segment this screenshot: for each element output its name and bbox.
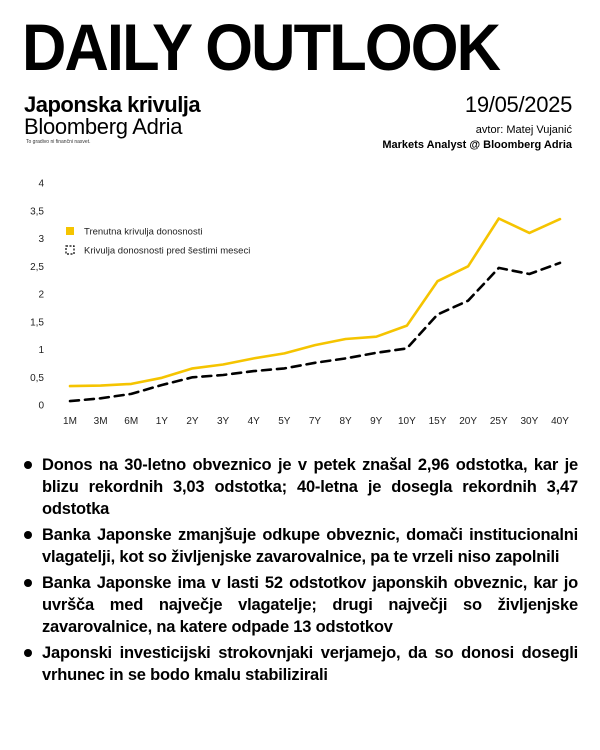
disclaimer-note: To gradivo ni finančni nasvet. <box>26 139 91 145</box>
legend-label: Trenutna krivulja donosnosti <box>84 226 203 238</box>
bullet-item <box>22 642 578 686</box>
y-tick-label: 0,5 <box>30 372 44 384</box>
legend-swatch-previous <box>66 246 74 254</box>
x-tick-label: 8Y <box>339 416 352 427</box>
masthead-title: DAILY OUTLOOK <box>22 10 500 84</box>
publish-date: 19/05/2025 <box>464 92 572 117</box>
y-tick-label: 2 <box>38 289 44 301</box>
x-tick-label: 6M <box>124 416 139 427</box>
bullet-text: Banka Japonske ima v lasti 52 odstotkov japonskih obveznic, kar jo uvršča med največje vlagatelje; drugi največji so življenjske zavarovalnice, na katere odpade 13 odstotkov <box>42 574 578 636</box>
bullet-dot <box>24 461 32 469</box>
series-line-current <box>70 219 560 387</box>
x-tick-label: 9Y <box>370 416 383 427</box>
bullet-dot <box>24 579 32 587</box>
x-tick-label: 25Y <box>489 416 508 427</box>
y-tick-label: 3 <box>38 234 44 245</box>
source-label: Bloomberg Adria <box>24 114 183 139</box>
bullet-item <box>22 572 578 638</box>
x-tick-label: 1M <box>63 416 77 427</box>
bullet-item <box>22 524 578 568</box>
author-line: avtor: Matej Vujanić <box>475 124 572 136</box>
x-tick-label: 20Y <box>459 416 478 427</box>
bullet-list <box>22 454 578 690</box>
bullet-text: Banka Japonske zmanjšuje odkupe obveznic, domači institucionalni vlagatelji, kot so življenjske zavarovalnice, pa te vrzeli niso zapolnili <box>42 526 578 566</box>
y-tick-label: 4 <box>38 178 44 190</box>
x-tick-label: 7Y <box>308 416 322 427</box>
x-tick-label: 40Y <box>551 416 569 427</box>
bullet-item <box>22 454 578 520</box>
bullet-dot <box>24 531 32 539</box>
x-tick-label: 2Y <box>186 416 199 427</box>
bullet-dot <box>24 649 32 657</box>
yield-curve-chart <box>0 168 600 438</box>
y-tick-label: 1,5 <box>30 317 44 329</box>
x-tick-label: 5Y <box>278 416 291 427</box>
y-tick-label: 2,5 <box>30 261 44 273</box>
x-tick-label: 15Y <box>428 416 447 427</box>
bullet-text: Japonski investicijski strokovnjaki verjamejo, da so donosi dosegli vrhunec in se bodo kmalu stabilizirali <box>42 644 578 684</box>
legend-label: Krivulja donosnosti pred šestimi meseci <box>84 245 251 257</box>
x-tick-label: 3Y <box>217 416 230 427</box>
x-tick-label: 4Y <box>247 416 260 427</box>
x-tick-label: 30Y <box>520 416 539 427</box>
y-tick-label: 0 <box>38 400 44 412</box>
y-tick-label: 3,5 <box>30 206 44 218</box>
x-tick-label: 3M <box>93 416 108 427</box>
x-tick-label: 1Y <box>155 416 168 427</box>
chart-subtitle: Japonska krivulja <box>24 92 201 117</box>
author-role: Markets Analyst @ Bloomberg Adria <box>382 139 572 151</box>
y-tick-label: 1 <box>38 345 44 356</box>
x-tick-label: 10Y <box>397 416 416 427</box>
legend-swatch-current <box>66 227 74 235</box>
bullet-text: Donos na 30-letno obveznico je v petek znašal 2,96 odstotka, kar je blizu rekordnih 3,03 odstotka; 40-letna je dosegla rekordnih 3,47 odstotka <box>42 456 578 518</box>
